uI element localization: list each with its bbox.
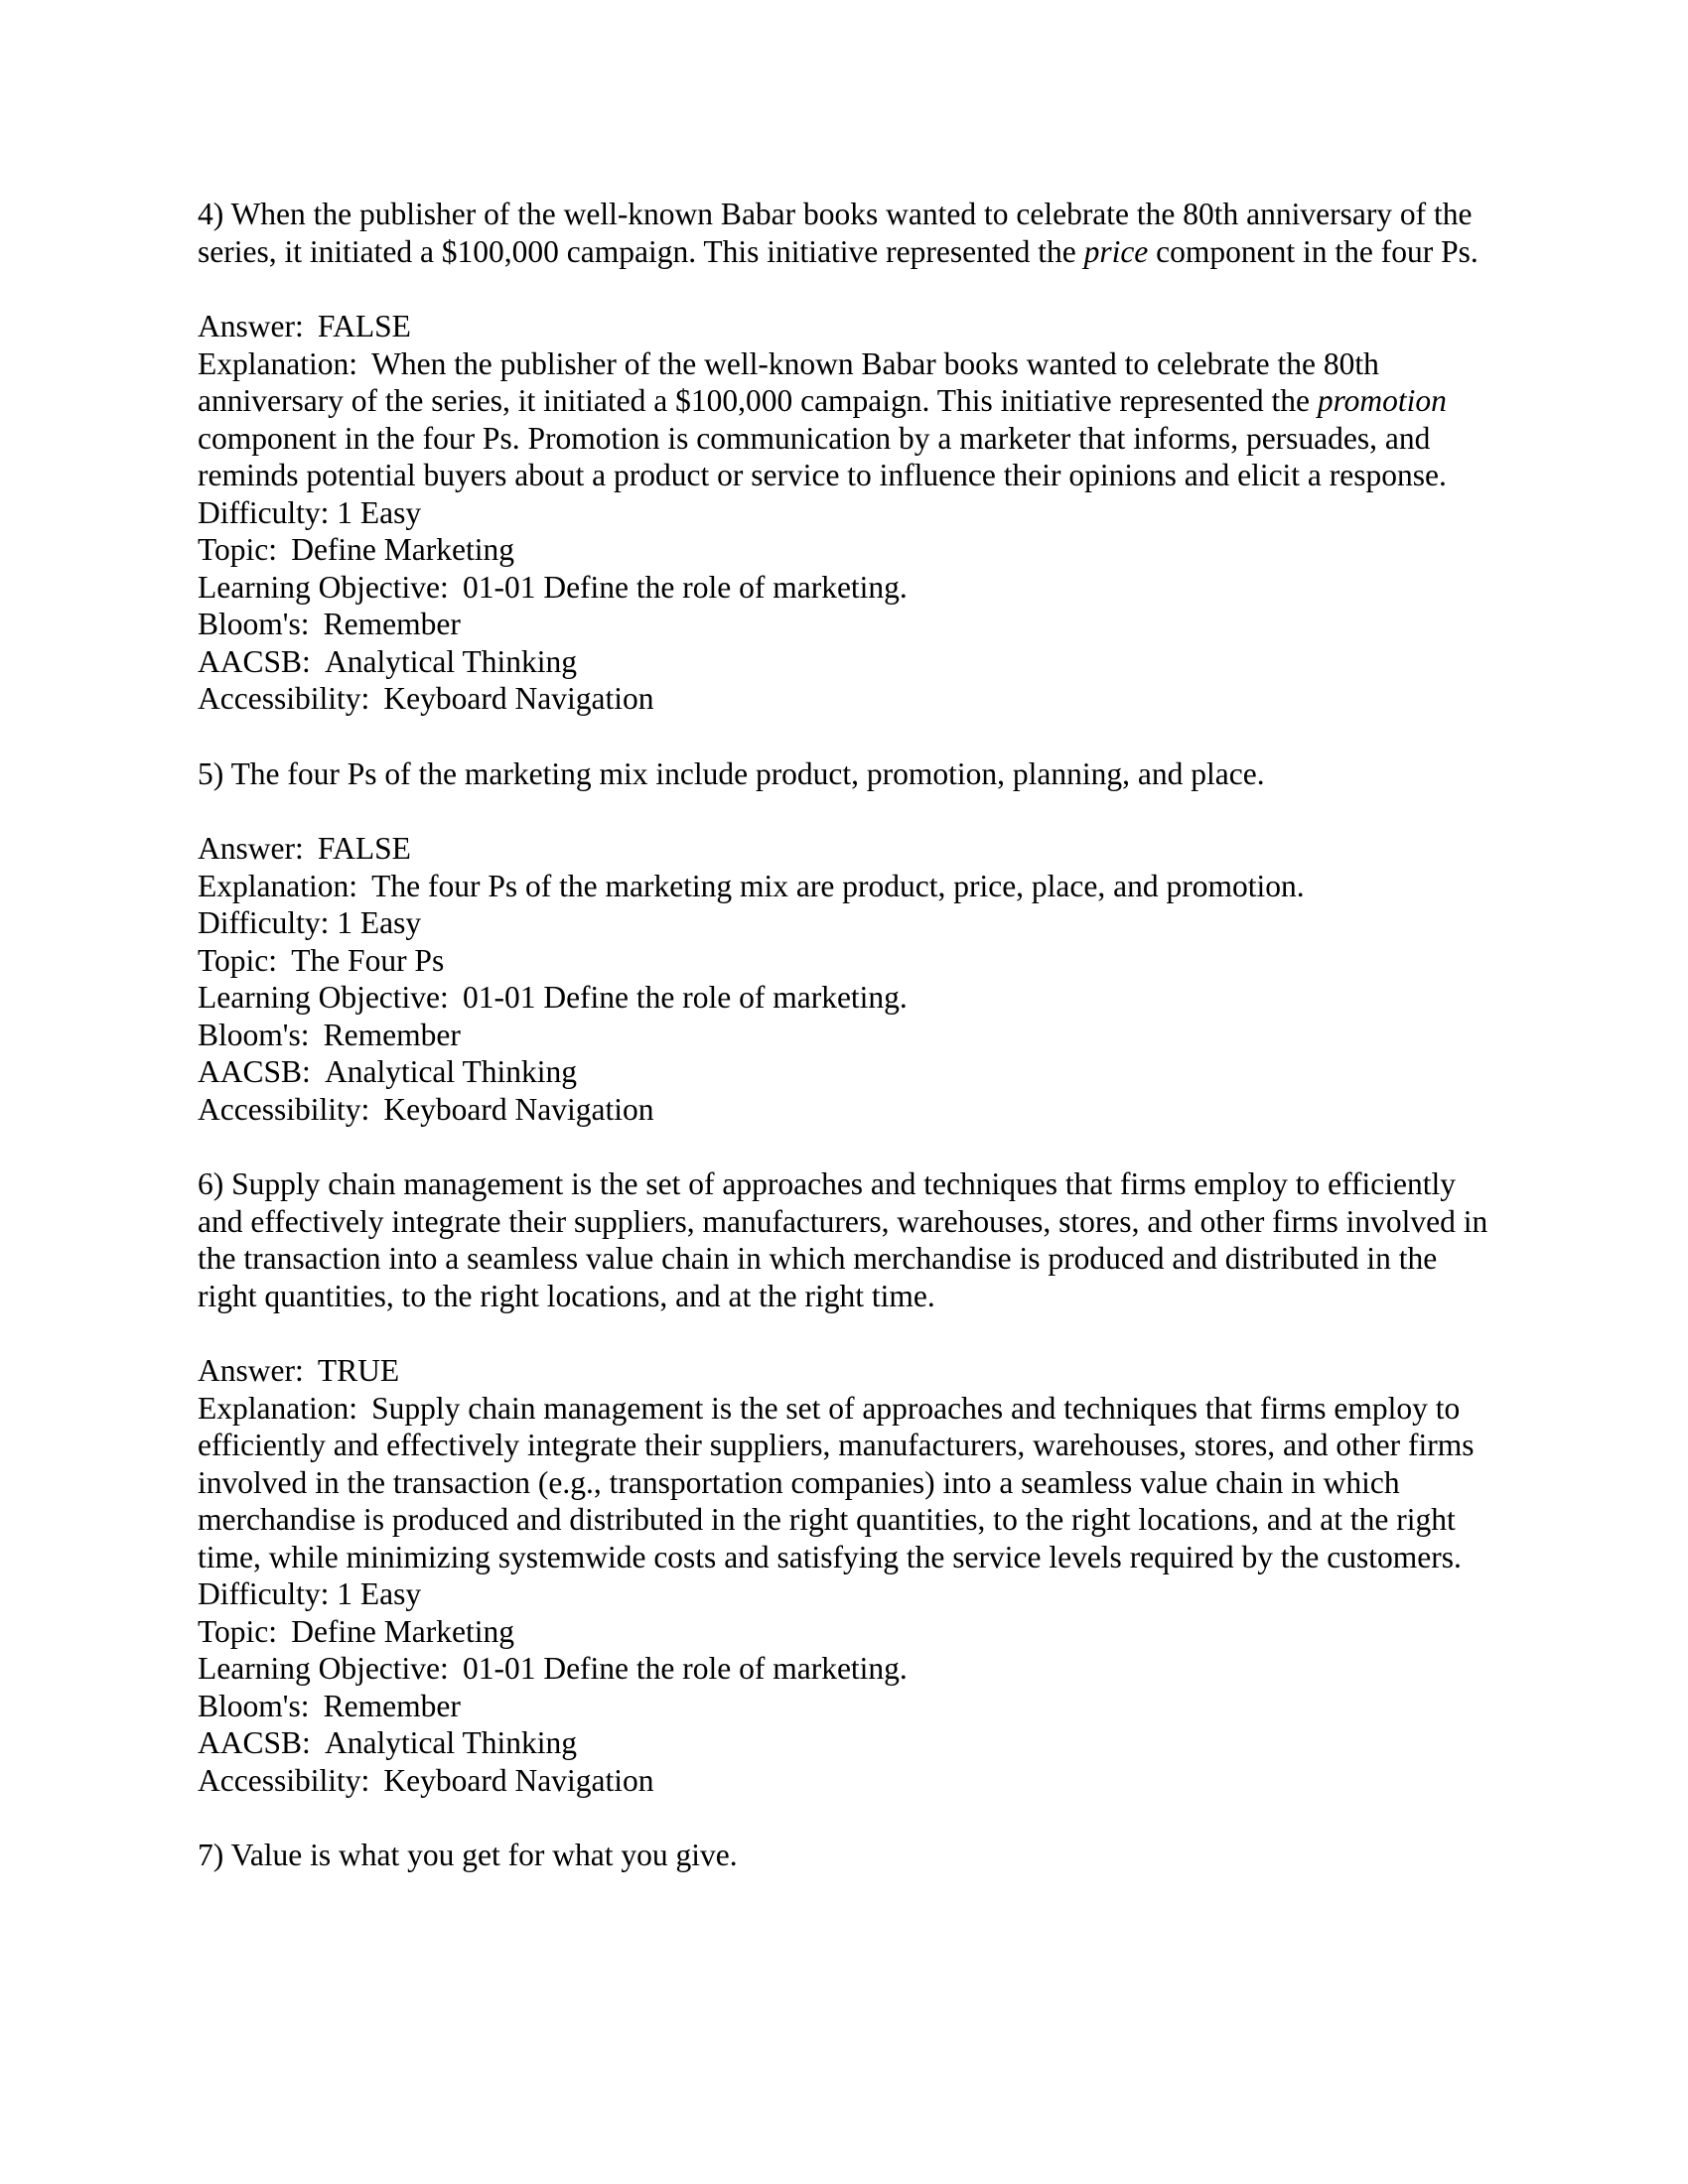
question-block-4 <box>198 196 1488 718</box>
accessibility-line <box>198 1762 1488 1800</box>
topic-line <box>198 942 1488 980</box>
accessibility-line <box>198 1091 1488 1129</box>
blooms-line <box>198 1017 1488 1054</box>
learning-objective-label: Learning Objective: <box>198 980 449 1015</box>
blooms-label: Bloom's: <box>198 1017 310 1052</box>
answer-line <box>198 1352 1488 1390</box>
question-number: 5) <box>198 755 224 791</box>
answer-value: FALSE <box>317 831 411 866</box>
question-block-7 <box>198 1837 1488 1874</box>
learning-objective-line <box>198 569 1488 607</box>
blooms-line <box>198 1688 1488 1725</box>
aacsb-line <box>198 643 1488 681</box>
explanation-text-end: component in the four Ps. Promotion is communication by a marketer that informs, persuades, and reminds potential buyers about a product or service to influence their opinions and elicit a response. <box>198 420 1447 492</box>
question-stem-5 <box>198 755 1488 793</box>
answer-line <box>198 830 1488 868</box>
aacsb-line <box>198 1053 1488 1091</box>
explanation-emphasis: promotion <box>1317 383 1447 418</box>
topic-value: The Four Ps <box>291 942 445 978</box>
explanation-line <box>198 1390 1488 1576</box>
explanation-text: When the publisher of the well-known Babar books wanted to celebrate the 80th anniversary of the series, it initiated a $100,000 campaign. This initiative represented the <box>198 345 1379 418</box>
aacsb-value: Analytical Thinking <box>324 643 577 679</box>
topic-line <box>198 531 1488 569</box>
question-stem-6 <box>198 1165 1488 1314</box>
topic-line <box>198 1613 1488 1651</box>
learning-objective-value: 01-01 Define the role of marketing. <box>462 569 908 605</box>
learning-objective-value: 01-01 Define the role of marketing. <box>462 1651 908 1686</box>
question-number: 6) <box>198 1166 224 1201</box>
blooms-line <box>198 606 1488 643</box>
accessibility-value: Keyboard Navigation <box>383 1762 654 1798</box>
answer-line <box>198 308 1488 345</box>
accessibility-label: Accessibility: <box>198 681 370 716</box>
document-body <box>198 196 1488 1874</box>
question-block-5 <box>198 755 1488 1129</box>
blooms-value: Remember <box>323 607 461 641</box>
question-stem-text: Supply chain management is the set of approaches and techniques that firms employ to efficiently and effectively integrate their suppliers, manufacturers, warehouses, stores, and other firms involved in the transaction into a seamless value chain in which merchandise is produced and distributed in the right quantities, to the right locations, and at the right time. <box>198 1166 1488 1313</box>
aacsb-value: Analytical Thinking <box>324 1725 577 1760</box>
answer-label: Answer: <box>198 309 304 343</box>
question-number: 7) <box>198 1838 224 1872</box>
topic-label: Topic: <box>198 1613 278 1649</box>
accessibility-line <box>198 680 1488 718</box>
explanation-text: Supply chain management is the set of approaches and techniques that firms employ to efficiently and effectively integrate their suppliers, manufacturers, warehouses, stores, and other firms involved in the transaction (e.g., transportation companies) into a seamless value chain in which merchandise is produced and distributed in the right quantities, to the right locations, and at the right time, while minimizing systemwide costs and satisfying the service levels required by the customers. <box>198 1390 1475 1574</box>
explanation-text: The four Ps of the marketing mix are product, price, place, and promotion. <box>371 868 1305 903</box>
aacsb-line <box>198 1724 1488 1762</box>
topic-label: Topic: <box>198 942 278 978</box>
question-stem-text: The four Ps of the marketing mix include product, promotion, planning, and place. <box>230 755 1265 791</box>
question-stem-7 <box>198 1837 1488 1874</box>
question-stem-emphasis: price <box>1083 233 1149 269</box>
accessibility-label: Accessibility: <box>198 1762 370 1798</box>
topic-label: Topic: <box>198 532 278 567</box>
topic-value: Define Marketing <box>291 1613 514 1649</box>
learning-objective-line <box>198 1650 1488 1688</box>
blooms-value: Remember <box>323 1017 461 1052</box>
aacsb-label: AACSB: <box>198 1054 311 1089</box>
accessibility-value: Keyboard Navigation <box>383 1091 654 1127</box>
difficulty-line: Difficulty: 1 Easy <box>198 494 422 530</box>
answer-label: Answer: <box>198 1353 304 1388</box>
explanation-label: Explanation: <box>198 345 357 381</box>
learning-objective-line <box>198 979 1488 1017</box>
learning-objective-label: Learning Objective: <box>198 569 449 605</box>
difficulty-line: Difficulty: 1 Easy <box>198 1576 422 1611</box>
question-stem-text: When the publisher of the well-known Babar books wanted to celebrate the 80th anniversary of the series, it initiated a $100,000 campaign. This initiative represented the <box>198 197 1473 269</box>
blooms-label: Bloom's: <box>198 1688 310 1723</box>
accessibility-value: Keyboard Navigation <box>383 681 654 716</box>
aacsb-value: Analytical Thinking <box>324 1054 577 1089</box>
blooms-value: Remember <box>323 1688 461 1723</box>
aacsb-label: AACSB: <box>198 1725 311 1760</box>
explanation-line <box>198 868 1488 905</box>
answer-label: Answer: <box>198 831 304 866</box>
explanation-label: Explanation: <box>198 868 357 903</box>
question-stem-4 <box>198 196 1488 270</box>
answer-value: TRUE <box>317 1353 400 1388</box>
learning-objective-value: 01-01 Define the role of marketing. <box>462 980 908 1015</box>
question-stem-text: Value is what you get for what you give. <box>230 1838 738 1872</box>
learning-objective-label: Learning Objective: <box>198 1651 449 1686</box>
explanation-line <box>198 345 1488 494</box>
topic-value: Define Marketing <box>291 532 514 567</box>
answer-value: FALSE <box>317 309 411 343</box>
question-number: 4) <box>198 197 224 231</box>
question-stem-text-end: component in the four Ps. <box>1148 233 1478 269</box>
explanation-label: Explanation: <box>198 1390 357 1426</box>
difficulty-line: Difficulty: 1 Easy <box>198 905 422 940</box>
question-block-6 <box>198 1165 1488 1799</box>
accessibility-label: Accessibility: <box>198 1091 370 1127</box>
blooms-label: Bloom's: <box>198 607 310 641</box>
aacsb-label: AACSB: <box>198 643 311 679</box>
